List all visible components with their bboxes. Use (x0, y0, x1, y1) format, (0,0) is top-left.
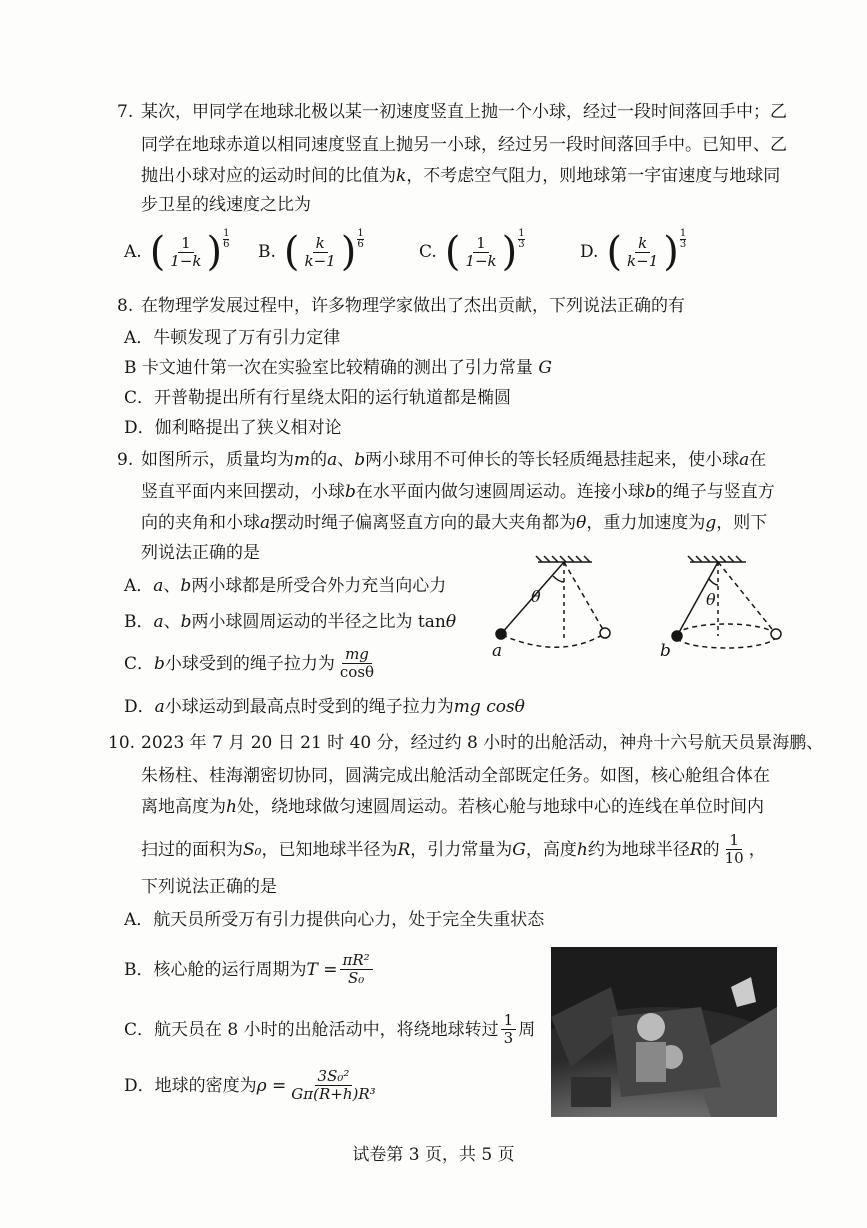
q10-option-c[interactable]: C．航天员在 8 小时的出舱活动中，将绕地球转过 $\frac{1}{3}$ 周 (124, 1011, 536, 1047)
q9-option-a[interactable]: A．a、b两小球都是所受合外力充当向心力 (124, 576, 447, 596)
q10-line-5: 下列说法正确的是 (141, 877, 277, 897)
q8-option-a[interactable]: A．牛顿发现了万有引力定律 (124, 328, 341, 348)
q10-option-a[interactable]: A．航天员所受万有引力提供向心力，处于完全失重状态 (124, 910, 545, 930)
page-footer: 试卷第 3 页，共 5 页 (352, 1145, 515, 1165)
q7-line-4: 步卫星的线速度之比为 (141, 195, 311, 215)
fig-theta-b: θ (706, 590, 716, 609)
pendulum-a (496, 556, 610, 647)
q9-line-1: 如图所示，质量均为m的a、b两小球用不可伸长的等长轻质绳悬挂起来，使小球a在 (141, 450, 767, 470)
q7-option-d[interactable]: D. ( $\frac{k}{k-1}$ ) 1 3 (580, 227, 687, 275)
q7-line-1: 某次，甲同学在地球北极以某一初速度竖直上抛一个小球，经过一段时间落回手中；乙 (141, 102, 787, 122)
q10-line-3: 离地高度为h处，绕地球做匀速圆周运动。若核心舱与地球中心的连线在单位时间内 (141, 797, 764, 817)
q9-number: 9. (117, 450, 134, 470)
q8-option-c[interactable]: C．开普勒提出所有行星绕太阳的运行轨道都是椭圆 (124, 388, 512, 408)
q8-stem: 在物理学发展过程中，许多物理学家做出了杰出贡献，下列说法正确的有 (141, 296, 685, 316)
pendulum-b (672, 556, 781, 648)
q7-option-c[interactable]: C. ( $\frac{1}{1-k}$ ) 1 3 (419, 227, 525, 275)
q8-option-b[interactable]: B 卡文迪什第一次在实验室比较精确的测出了引力常量 G (124, 358, 552, 378)
q10-number: 10. (108, 733, 136, 753)
q9-option-d[interactable]: D．a小球运动到最高点时受到的绳子拉力为mg cosθ (124, 697, 525, 717)
q7-line-2: 同学在地球赤道以相同速度竖直上抛另一小球，经过另一段时间落回手中。已知甲、乙 (141, 135, 787, 155)
q8-number: 8. (117, 296, 134, 316)
q7-option-a[interactable]: A. ( $\frac{1}{1-k}$ ) 1 6 (124, 227, 230, 275)
q8-option-d[interactable]: D．伽利略提出了狭义相对论 (124, 418, 342, 438)
fig-theta-a: θ (531, 587, 541, 606)
q9-line-2: 竖直平面内来回摆动，小球b在水平面内做匀速圆周运动。连接小球b的绳子与竖直方 (141, 482, 775, 502)
fig-label-b: b (660, 641, 671, 661)
q9-option-c[interactable]: C． b 小球受到的绳子拉力为 $\frac{mg}{\cos\theta}$ (124, 645, 375, 681)
q9-line-4: 列说法正确的是 (141, 543, 260, 563)
q7-option-b[interactable]: B. ( $\frac{k}{k-1}$ ) 1 6 (258, 227, 364, 275)
q7-number: 7. (117, 102, 134, 122)
q10-line-2: 朱杨柱、桂海潮密切协同，圆满完成出舱活动全部既定任务。如图，核心舱组合体在 (141, 766, 770, 786)
q9-option-b[interactable]: B．a、b两小球圆周运动的半径之比为 tanθ (124, 612, 457, 632)
spacewalk-photo (551, 947, 777, 1117)
q10-line-1: 2023 年 7 月 20 日 21 时 40 分，经过约 8 小时的出舱活动，神舟十六号航天员景海鹏、 (141, 733, 824, 753)
q10-option-d[interactable]: D．地球的密度为 ρ = $\frac{\text{3S₀²}}{\text{Gπ(R+h)R³}}$ (124, 1067, 376, 1103)
fig-label-a: a (492, 641, 503, 661)
q7-line-3: 抛出小球对应的运动时间的比值为k，不考虑空气阻力，则地球第一宇宙速度与地球同 (141, 166, 781, 186)
q9-line-3: 向的夹角和小球a摆动时绳子偏离竖直方向的最大夹角都为θ，重力加速度为g，则下 (141, 513, 768, 533)
q9-pendulum-figure (480, 552, 820, 662)
q10-line-4: 扫过的面积为 S₀ ，已知地球半径为 R ，引力常量为 G ，高度 h 约为地球半径 R 的 $\frac{1}{10}$ ， (141, 831, 766, 867)
q10-option-b[interactable]: B．核心舱的运行周期为 T = $\frac{\text{πR²}}{\text{S₀}}$ (124, 952, 375, 987)
